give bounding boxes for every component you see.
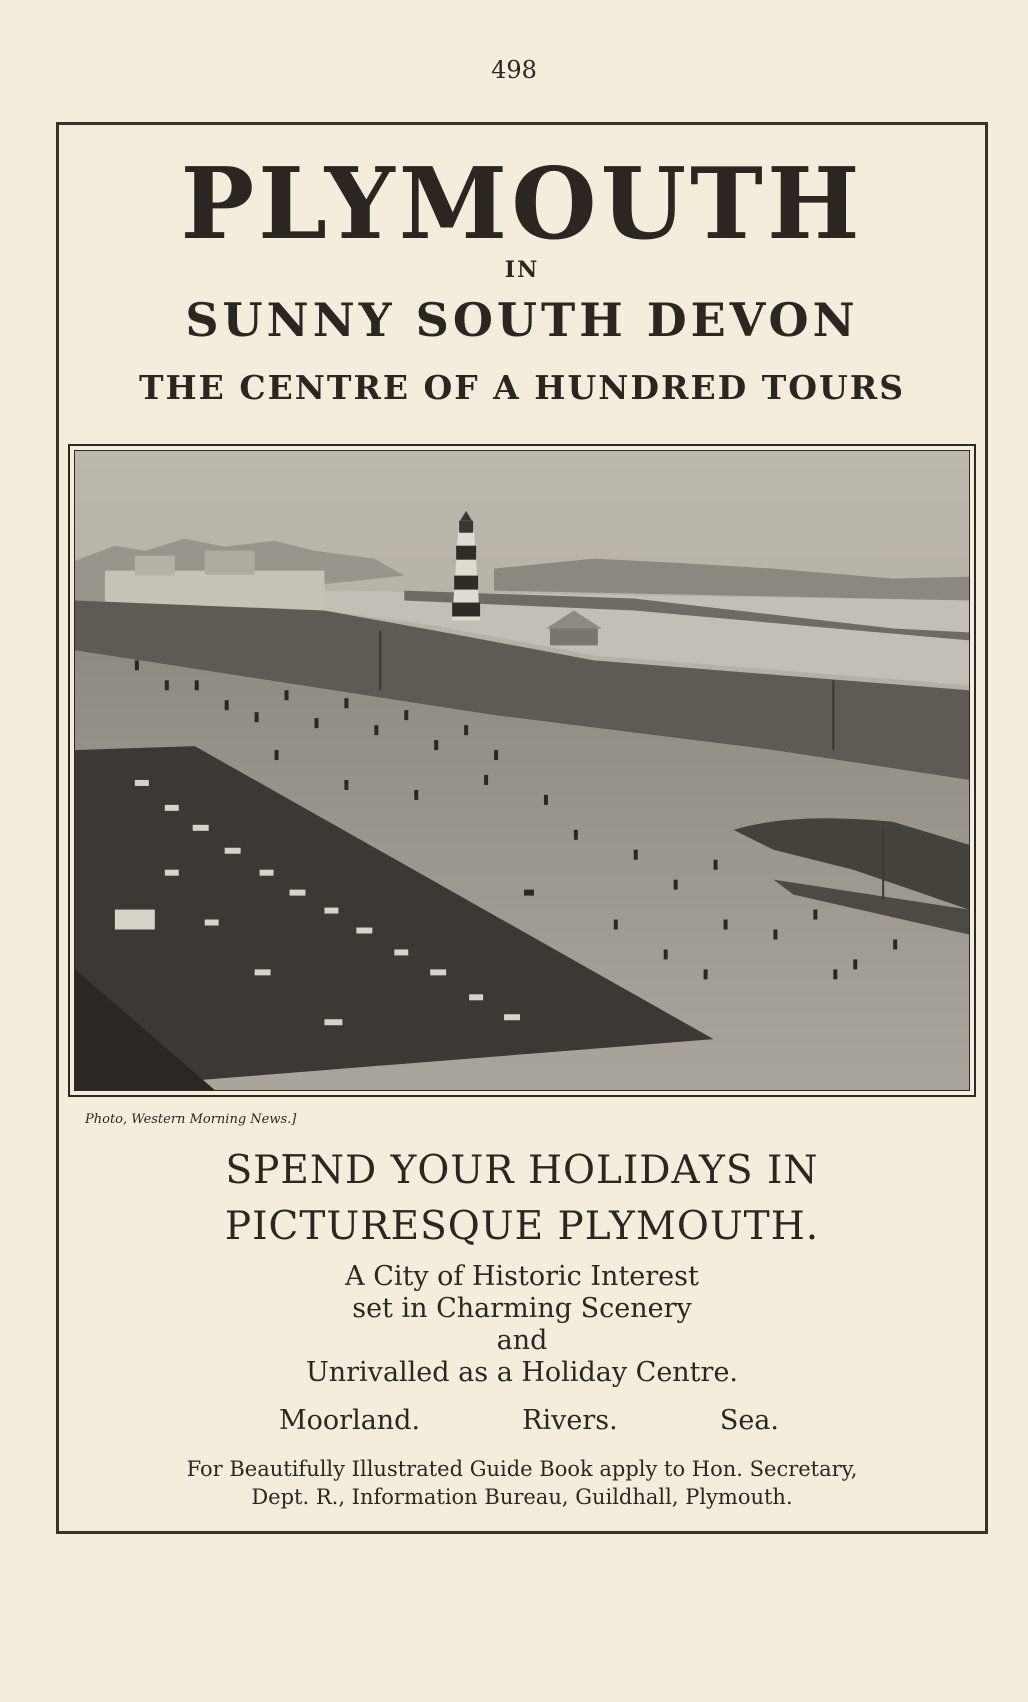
description-line-4: Unrivalled as a Holiday Centre. bbox=[306, 1357, 738, 1388]
headline-city: PLYMOUTH bbox=[180, 147, 864, 262]
feature-rivers: Rivers. bbox=[522, 1405, 618, 1436]
feature-sea: Sea. bbox=[719, 1405, 779, 1436]
description-line-2: set in Charming Scenery bbox=[352, 1293, 692, 1324]
application-line-2: Dept. R., Information Bureau, Guildhall, Plymouth. bbox=[251, 1485, 793, 1509]
slogan bbox=[59, 1143, 985, 1255]
features-list bbox=[279, 1405, 779, 1436]
slogan-line-1: SPEND YOUR HOLIDAYS IN bbox=[225, 1148, 819, 1193]
photo-credit: Photo, Western Morning News.] bbox=[85, 1112, 297, 1127]
description-line-1: A City of Historic Interest bbox=[345, 1261, 699, 1292]
description-line-3: and bbox=[496, 1325, 548, 1356]
headline-tagline: THE CENTRE OF A HUNDRED TOURS bbox=[138, 368, 906, 407]
photo-frame bbox=[68, 444, 976, 1097]
seafront-photo bbox=[74, 450, 970, 1091]
slogan-line-2: PICTURESQUE PLYMOUTH. bbox=[224, 1204, 820, 1249]
page-number: 498 bbox=[491, 56, 537, 84]
feature-moorland: Moorland. bbox=[279, 1405, 421, 1436]
description bbox=[59, 1261, 985, 1389]
headline-in: IN bbox=[504, 257, 540, 283]
application-info bbox=[59, 1455, 985, 1511]
advertisement bbox=[56, 122, 988, 1534]
headline-region: SUNNY SOUTH DEVON bbox=[185, 293, 859, 347]
application-line-1: For Beautifully Illustrated Guide Book apply to Hon. Secretary, bbox=[186, 1457, 858, 1481]
